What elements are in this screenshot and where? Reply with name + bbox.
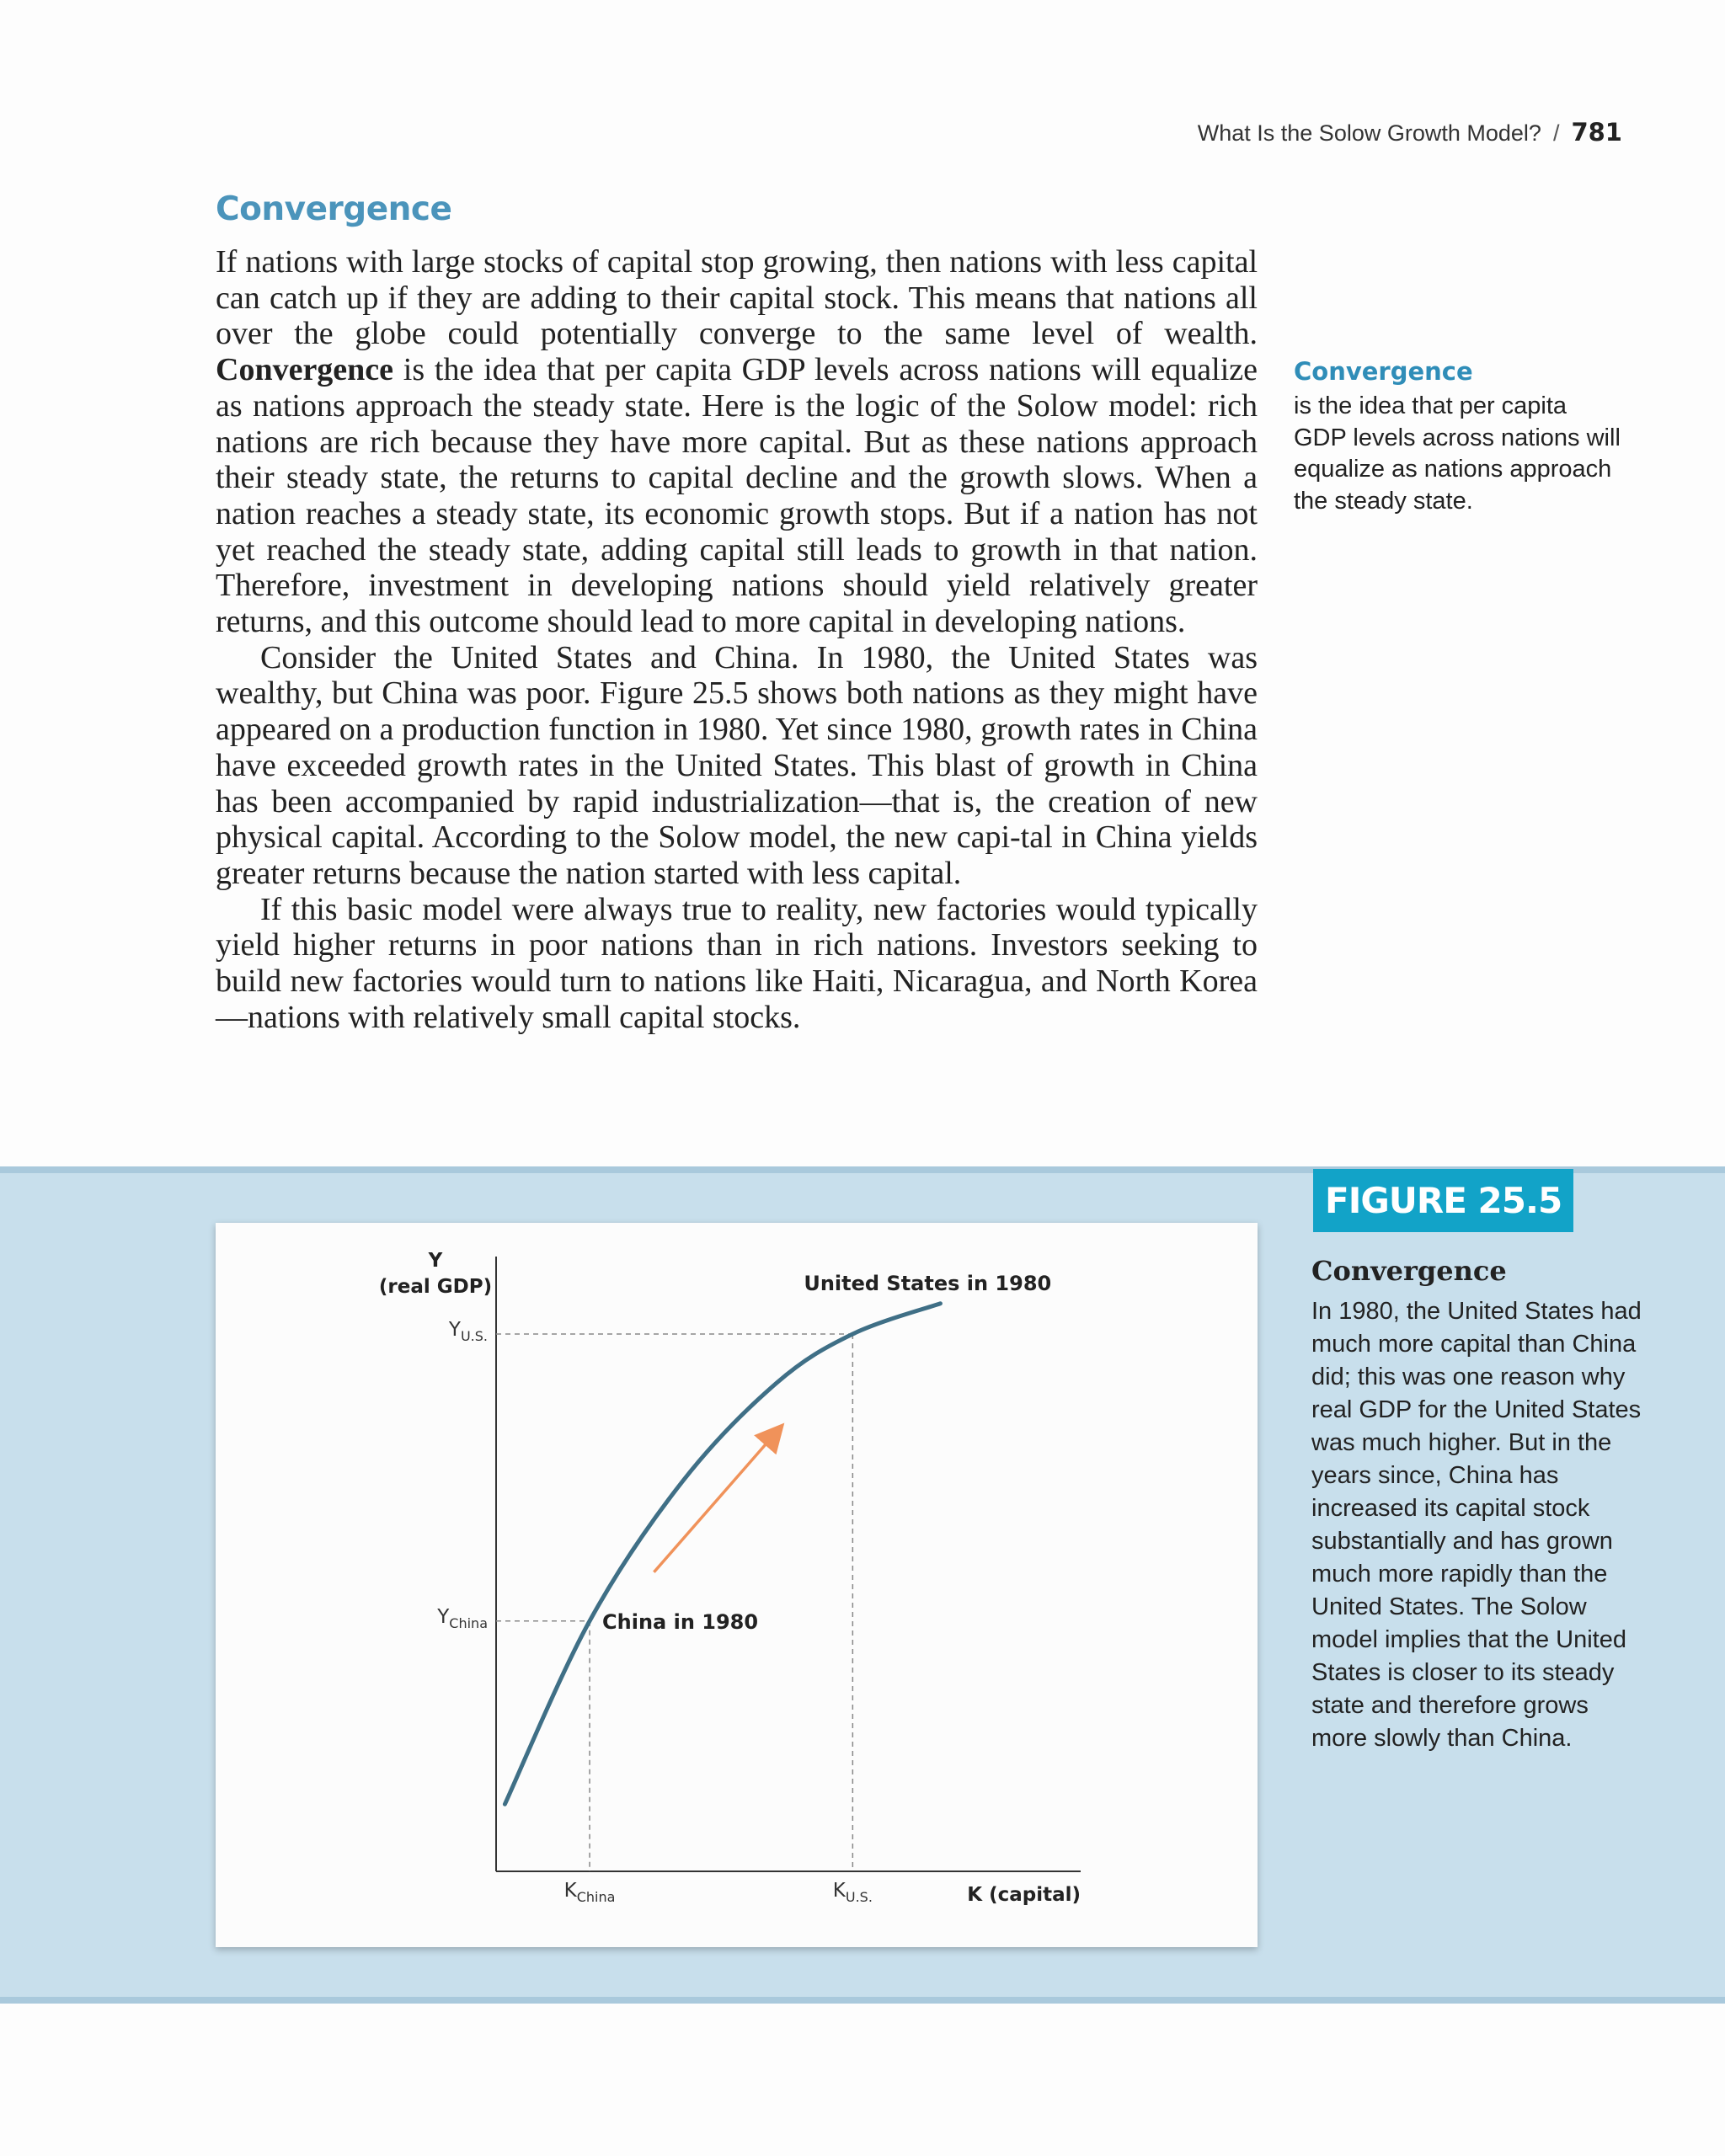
annotation-china-1980: China in 1980 (602, 1609, 759, 1634)
running-head-title: What Is the Solow Growth Model? (1197, 120, 1541, 146)
annotation-us-1980: United States in 1980 (804, 1272, 1052, 1295)
figure-caption (1311, 1255, 1648, 1755)
x-tick-1: $K_{U.S.}$ (832, 1880, 873, 1905)
key-term: Convergence (216, 352, 394, 388)
margin-definition-term: Convergence (1294, 357, 1473, 386)
production-function-line (505, 1304, 940, 1805)
margin-definition (1294, 357, 1622, 517)
paragraph-1-end: is the idea that per capita GDP levels across nations will equalize as nations approach the steady state. Here is the logic of the Solow model: rich nations are rich because they have more capital. But as these nations approach their steady state, the returns to capital decline and the growth slows. When a nation reaches a steady state, its economic growth stops. But if a nation has not yet reached the steady state, adding capital still leads to growth in that nation. Therefore, investment in developing nations should yield relatively greater returns, and this outcome should lead to more capital in developing nations. (216, 352, 1258, 640)
paragraph-2: Consider the United States and China. In 1980, the United States was wealthy, but China was poor. Figure 25.5 shows both nations as they might have appeared on a production function in 1980. Yet since 1980, growth rates in China have exceeded growth rates in the United States. This blast of growth in China has been accompanied by rapid industrialization—that is, the creation of new physical capital. According to the Solow model, the new capi-tal in China yields greater returns because the nation started with less capital. (216, 639, 1258, 891)
margin-definition-text: is the idea that per capita GDP levels across nations will equalize as nations approach the steady state. (1294, 392, 1621, 515)
figure-label: FIGURE 25.5 (1313, 1169, 1573, 1232)
chart (216, 1223, 1258, 1947)
running-head (1198, 118, 1622, 147)
section-title: Convergence (216, 190, 452, 228)
y-axis-label-line2: (real GDP) (378, 1276, 493, 1298)
growth-arrow (654, 1432, 777, 1572)
body-text (216, 244, 1258, 1035)
paragraph-1-start: If nations with large stocks of capital stop growing, then nations with less capital can catch up if they are adding to their capital stock. This means that nations all over the globe could potentially converge to the same level of wealth. (216, 244, 1258, 352)
paragraph-1 (216, 244, 1258, 640)
y-tick-1: $Y_{U.S.}$ (448, 1319, 488, 1344)
caption-title: Convergence (1311, 1255, 1507, 1287)
caption-text: In 1980, the United States had much more capital than China did; this was one reason why real GDP for the United States was much higher. But in the years since, China has increased its capital stock substantially and has grown much more rapidly than the United States. The Solow model implies that the United States is closer to its steady state and therefore grows more slowly than China. (1311, 1298, 1642, 1752)
chart-panel (216, 1223, 1258, 1947)
page-number: 781 (1571, 118, 1622, 147)
x-tick-0: $K_{China}$ (563, 1880, 616, 1905)
paragraph-3: If this basic model were always true to reality, new factories would typically yield higher returns in poor nations than in rich nations. Investors seeking to build new factories would turn to nations like Haiti, Nicaragua, and North Korea—nations with relatively small capital stocks. (216, 891, 1258, 1035)
y-axis-label-line1: Y (428, 1250, 443, 1272)
running-head-separator: / (1552, 120, 1560, 146)
y-tick-0: $Y_{China}$ (437, 1605, 488, 1631)
x-axis-label: K (capital) (967, 1884, 1081, 1906)
